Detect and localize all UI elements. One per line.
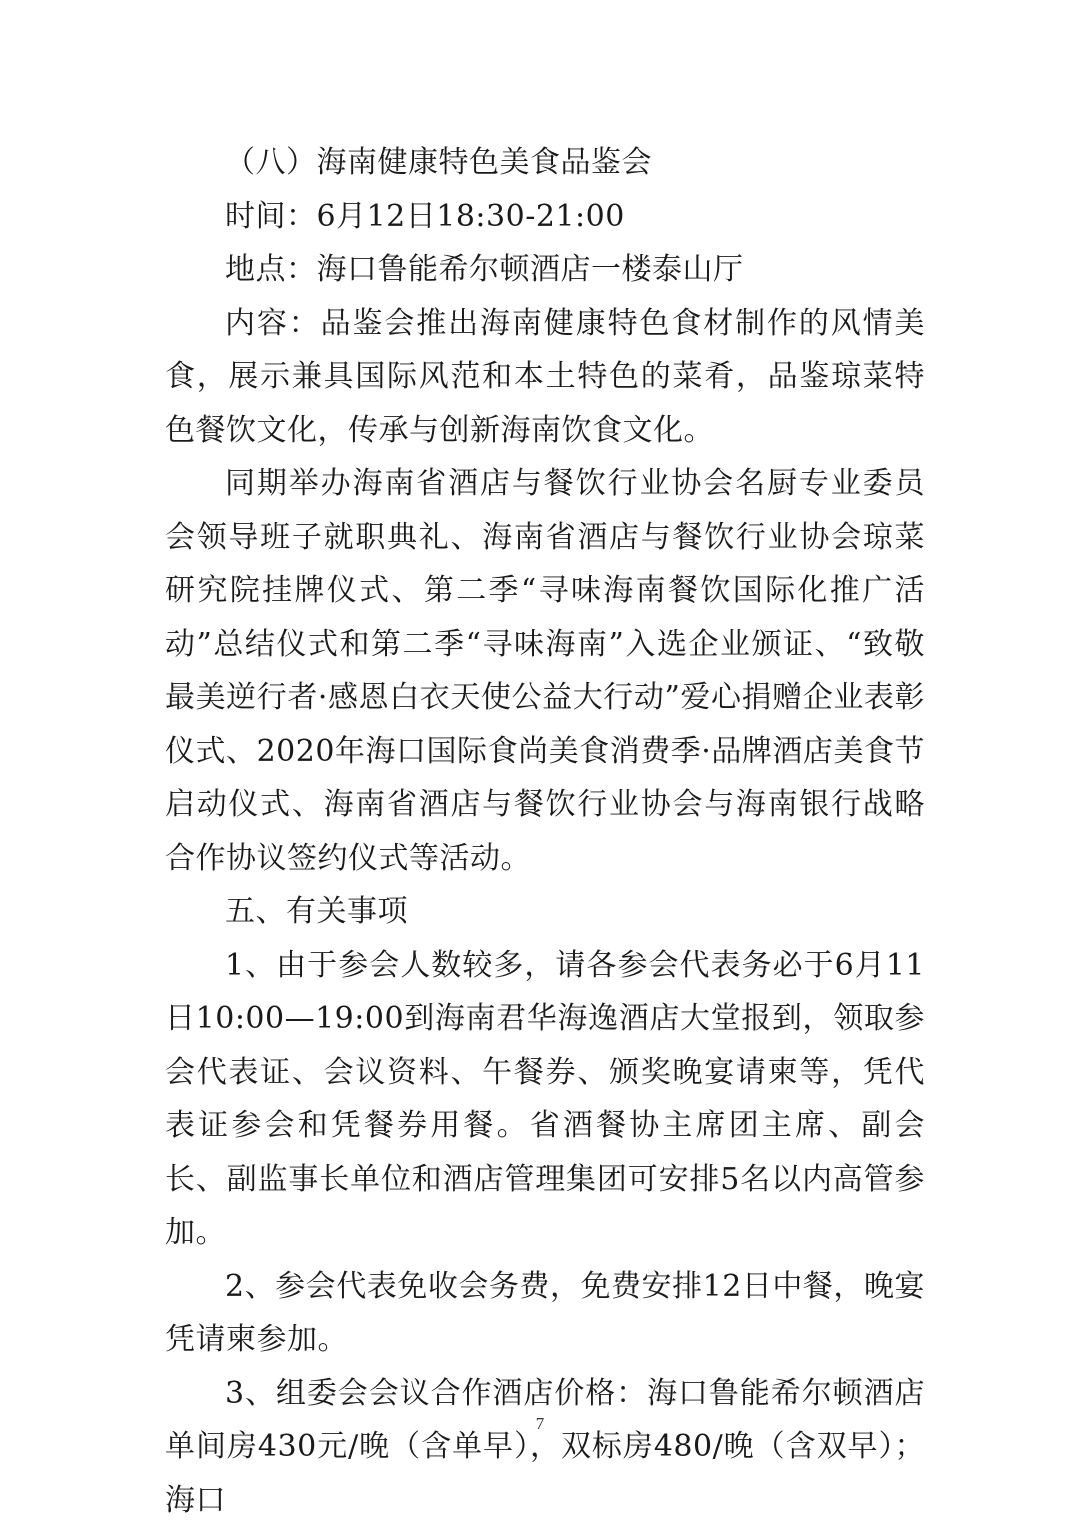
section-heading-5: 五、有关事项: [225, 894, 408, 929]
page-number: 7: [535, 1414, 545, 1433]
concurrent-activities: 同期举办海南省酒店与餐饮行业协会名厨专业委员会领导班子就职典礼、海南省酒店与餐饮行业协会琼菜研究院挂牌仪式、第二季“寻味海南餐饮国际化推广活动”总结仪式和第二季“寻味海南”入选企业颁证、“致敬最美逆行者·感恩白衣天使公益大行动”爱心捐赠企业表彰仪式、2020年海口国际食尚美食消费季·品牌酒店美食节启动仪式、海南省酒店与餐饮行业协会与海南银行战略合作协议签约仪式等活动。: [165, 466, 925, 876]
event-location: 地点：海口鲁能希尔顿酒店一楼泰山厅: [225, 252, 744, 287]
document-body: [165, 136, 925, 1527]
matter-item-2: 2、参会代表免收会务费，免费安排12日中餐，晚宴凭请柬参加。: [165, 1268, 925, 1357]
event-content: 内容：品鉴会推出海南健康特色食材制作的风情美食，展示兼具国际风范和本土特色的菜肴，品鉴琼菜特色餐饮文化，传承与创新海南饮食文化。: [165, 305, 925, 448]
event-time: 时间：6月12日18:30-21:00: [225, 198, 625, 234]
matter-item-3: 3、组委会会议合作酒店价格：海口鲁能希尔顿酒店单间房430元/晚（含单早），双标房480/晚（含双早）；海口: [165, 1375, 925, 1518]
matter-item-1: 1、由于参会人数较多，请各参会代表务必于6月11日10:00—19:00到海南君华海逸酒店大堂报到，领取参会代表证、会议资料、午餐券、颁奖晚宴请柬等，凭代表证参会和凭餐券用餐。省酒餐协主席团主席、副会长、副监事长单位和酒店管理集团可安排5名以内高管参加。: [165, 947, 925, 1250]
section-heading-8: （八）海南健康特色美食品鉴会: [225, 145, 652, 180]
